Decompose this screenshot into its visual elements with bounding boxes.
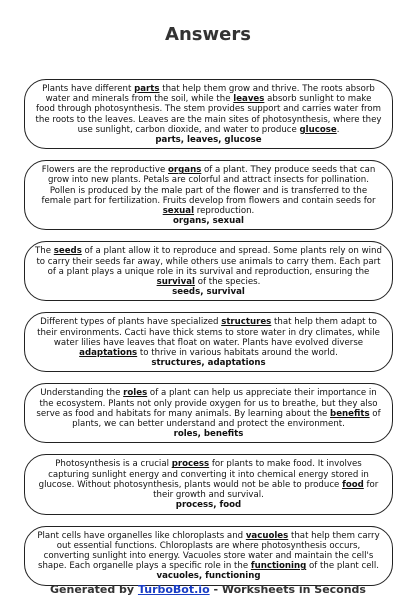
paragraph-text: that help them grow and thrive. The roots absorb water and minerals from the soil, while the xyxy=(45,84,375,105)
answer-card xyxy=(24,312,393,372)
answer-card xyxy=(24,79,393,149)
footer-brand-link[interactable]: TurboBot.io xyxy=(137,583,210,596)
paragraph-text: of the species. xyxy=(194,277,261,288)
paragraph-text: for plants to make food. It involves capturing sunlight energy and converting it into chemical energy stored in glucose. Without photosynthesis, plants would not be able to produce xyxy=(38,459,369,490)
keyword: organs xyxy=(167,165,202,176)
paragraph-text: Different types of plants have specialized xyxy=(40,317,222,328)
keyword: benefits xyxy=(330,408,370,419)
card-paragraph xyxy=(35,317,382,358)
card-paragraph xyxy=(35,246,382,287)
card-paragraph xyxy=(35,84,382,135)
card-answer: roles, benefits xyxy=(173,429,244,440)
paragraph-text: of a plant. They produce seeds that can grow into new plants. Petals are colorful and attract insects for pollination. Pollen is produced by the male part of the flower and is transferred to the female part for fertilization. Fruits develop from flowers and contain seeds for xyxy=(41,165,376,206)
paragraph-text: of plants, we can better understand and protect the environment. xyxy=(72,408,381,430)
keyword: sexual xyxy=(162,206,195,217)
card-paragraph xyxy=(35,459,382,500)
paragraph-text: reproduction. xyxy=(194,206,255,217)
card-answer: parts, leaves, glucose xyxy=(155,135,262,146)
card-paragraph xyxy=(35,531,382,572)
paragraph-text: Understanding the xyxy=(40,388,124,399)
paragraph-text: The xyxy=(35,246,54,257)
paragraph-text: of a plant allow it to reproduce and spread. Some plants rely on wind to carry their seeds far away, while others use animals to carry them. Each part of a plant plays a unique role in its survival and reproduction, ensuring the xyxy=(36,246,382,277)
keyword: glucose xyxy=(299,124,337,135)
card-answer: vacuoles, functioning xyxy=(156,571,261,582)
keyword: leaves xyxy=(233,94,265,105)
keyword: structures xyxy=(221,317,272,328)
keyword: seeds xyxy=(53,246,82,257)
answer-card xyxy=(24,241,393,301)
keyword: vacuoles xyxy=(245,530,289,541)
answer-card xyxy=(24,454,393,514)
paragraph-text: of a plant can help us appreciate their importance in the ecosystem. Plants not only provide oxygen for us to breathe, but they also serve as food and habitats for many animals. By learning about the xyxy=(36,388,378,419)
card-answer: seeds, survival xyxy=(172,287,245,298)
paragraph-text: that help them adapt to their environments. Cacti have thick stems to store water in dry climates, while water lilies have leaves that float on water. Plants have evolved diverse xyxy=(37,317,380,348)
paragraph-text: of the plant cell. xyxy=(306,561,380,572)
answer-card xyxy=(24,160,393,230)
paragraph-text: Plants have different xyxy=(42,84,135,94)
paragraph-text: to thrive in various habitats around the world. xyxy=(137,348,338,359)
paragraph-text: Plant cells have organelles like chloroplasts and xyxy=(37,530,246,541)
paragraph-text: absorb sunlight to make food through photosynthesis. The stem provides support and carries water from the roots to the leaves. Leaves are the main sites of photosynthesis, where they use sunlight, carbon dioxide, and water to produce xyxy=(35,94,382,135)
keyword: food xyxy=(342,479,364,490)
keyword: functioning xyxy=(250,561,307,572)
keyword: survival xyxy=(156,277,195,288)
keyword: adaptations xyxy=(79,348,138,359)
answer-cards xyxy=(24,79,393,597)
card-answer: structures, adaptations xyxy=(151,358,266,369)
keyword: parts xyxy=(134,84,160,94)
card-paragraph xyxy=(35,165,382,216)
footer xyxy=(0,583,416,596)
keyword: roles xyxy=(123,388,148,399)
paragraph-text: Photosynthesis is a crucial xyxy=(55,459,172,470)
card-answer: process, food xyxy=(175,500,242,511)
answer-card xyxy=(24,526,393,586)
paragraph-text: for their growth and survival. xyxy=(153,479,379,501)
answer-card xyxy=(24,383,393,443)
card-paragraph xyxy=(35,388,382,429)
footer-prefix: Generated by xyxy=(50,583,138,596)
page-title: Answers xyxy=(165,24,251,45)
keyword: process xyxy=(171,459,210,470)
paragraph-text: that help them carry out essential functions. Chloroplasts are where photosynthesis occurs, converting sunlight into energy. Vacuoles store water and maintain the cell's shape. Each organelle plays a specific role in the xyxy=(37,530,380,572)
paragraph-text: Flowers are the reproductive xyxy=(41,165,168,176)
paragraph-text: . xyxy=(336,124,340,135)
footer-suffix: - Worksheets in Seconds xyxy=(209,583,366,596)
card-answer: organs, sexual xyxy=(173,216,244,227)
